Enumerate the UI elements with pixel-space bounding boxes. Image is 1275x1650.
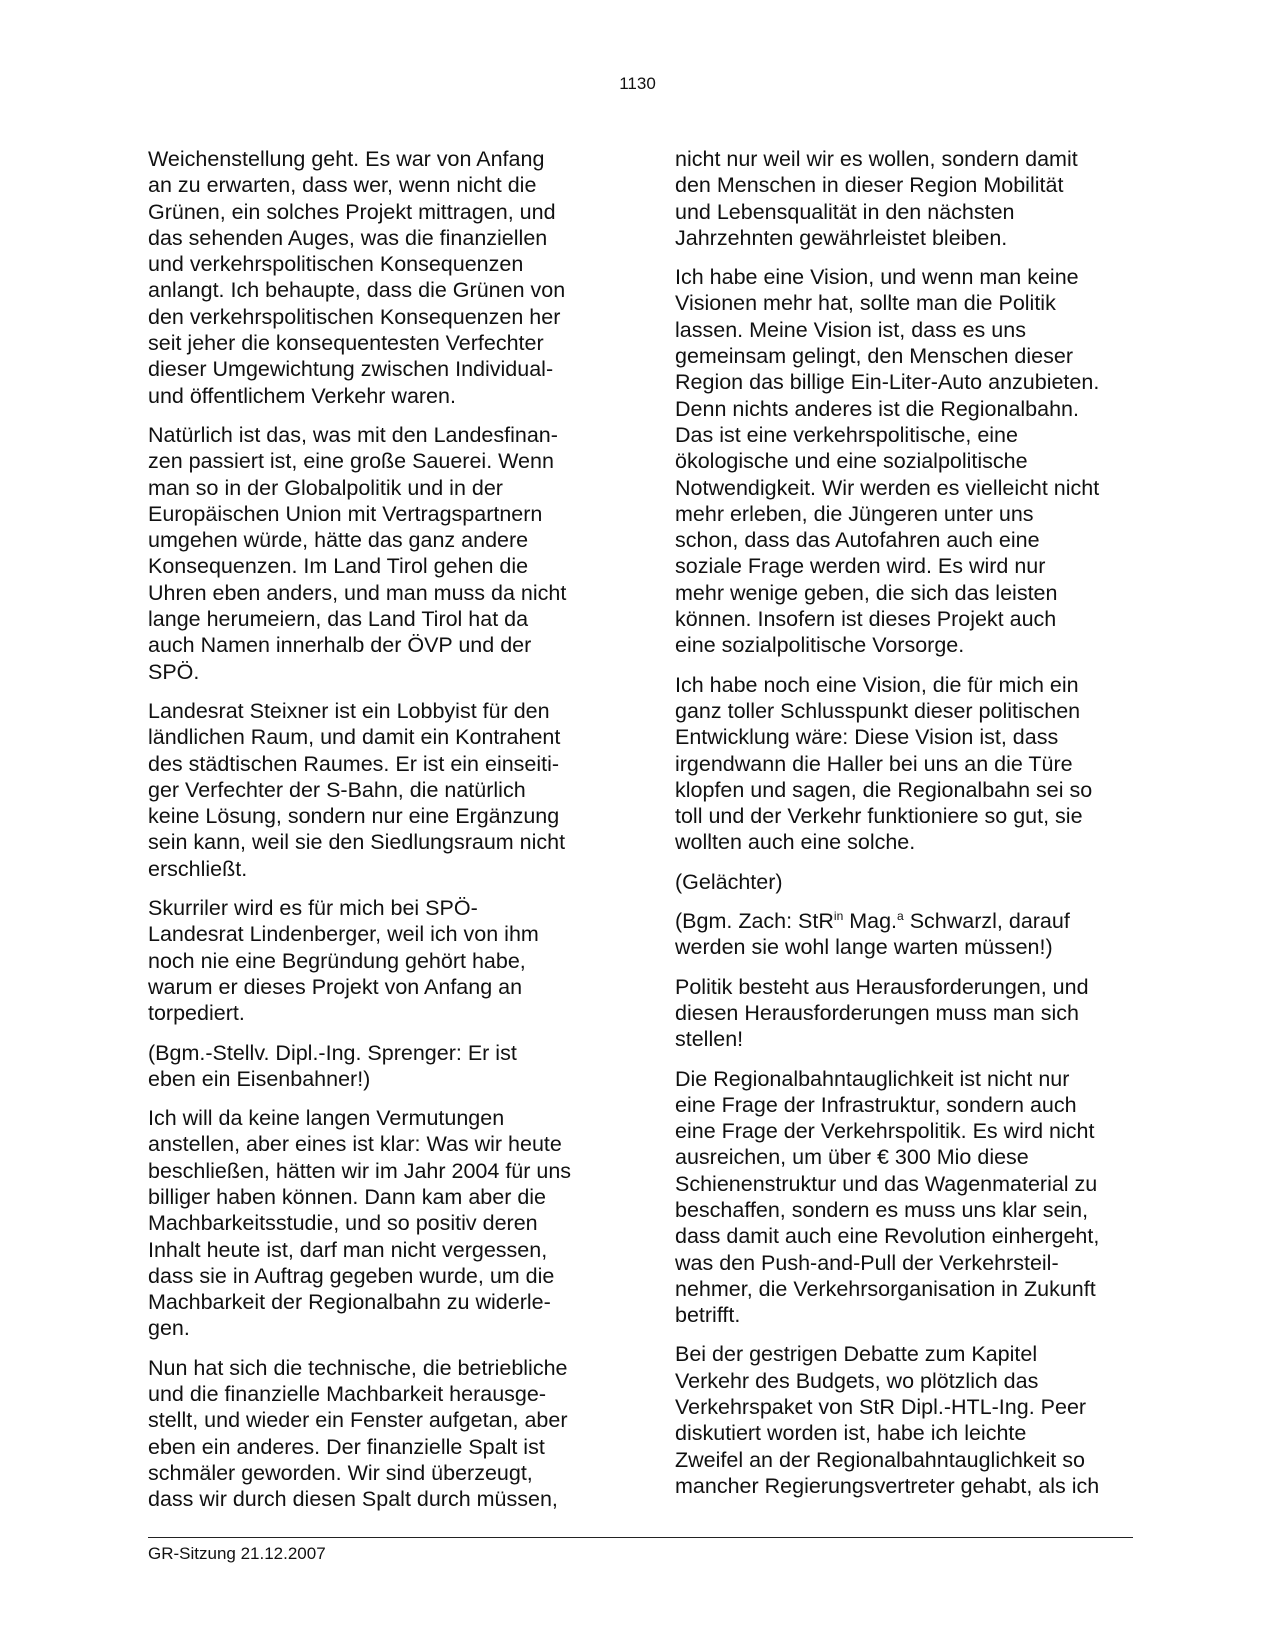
paragraph: Natürlich ist das, was mit den Landesfinan- zen passiert ist, eine große Sauerei. Wenn man so in der Globalpolitik und in der Europäischen Union mit Vertragspartnern umgehen würde, hätte das ganz andere Konsequenzen. Im Land Tirol gehen die Uhren eben anders, und man muss da nicht lange herumeiern, das Land Tirol hat da auch Namen innerhalb der ÖVP und der SPÖ. [148, 422, 567, 684]
interjection: (Gelächter) [675, 869, 783, 894]
interjection-text: Mag. [843, 909, 898, 934]
paragraph: Skurriler wird es für mich bei SPÖ- Landesrat Lindenberger, weil ich von ihm noch nie eine Begründung gehört habe, warum er dieses Projekt von Anfang an torpediert. [148, 896, 539, 1026]
superscript: a [897, 909, 904, 924]
paragraph: Weichenstellung geht. Es war von Anfang an zu erwarten, dass wer, wenn nicht die Grünen, ein solches Projekt mittragen, und das sehenden Auges, was die finanziellen und verkehrspolitischen Konsequenzen anlangt. Ich behaupte, dass die Grünen von den verkehrspolitischen Konsequenzen her seit jeher die konsequentesten Verfechter dieser Umgewichtung zwischen Individual- und öffentlichem Verkehr waren. [148, 147, 566, 408]
interjection-text: Schwarzl, darauf werden sie wohl lange warten müssen!) [675, 909, 1070, 960]
paragraph: Ich will da keine langen Vermutungen anstellen, aber eines ist klar: Was wir heute beschließen, hätten wir im Jahr 2004 für uns billiger haben können. Dann kam aber die Machbarkeitsstudie, und so positiv deren Inhalt heute ist, darf man nicht vergessen, dass sie in Auftrag gegeben wurde, um die Machbarkeit der Regionalbahn zu widerle- gen. [148, 1106, 572, 1341]
interjection: (Bgm.-Stellv. Dipl.-Ing. Sprenger: Er ist eben ein Eisenbahner!) [148, 1040, 517, 1091]
paragraph: Ich habe eine Vision, und wenn man keine Visionen mehr hat, sollte man die Politik lassen. Meine Vision ist, dass es uns gemeinsam gelingt, den Menschen dieser Region das billige Ein-Liter-Auto anzubieten. Denn nichts anderes ist die Regionalbahn. Das ist eine verkehrspolitische, eine ökologische und eine sozialpolitische Notwendigkeit. Wir werden es vielleicht nicht mehr erleben, die Jüngeren unter uns schon, dass das Autofahren auch eine soziale Frage werden wird. Es wird nur mehr wenige geben, die sich das leisten können. Insofern ist dieses Projekt auch eine sozialpolitische Vorsorge. [675, 265, 1100, 658]
interjection [675, 908, 1133, 961]
footer-divider [148, 1537, 1133, 1538]
right-column [675, 146, 1133, 1512]
paragraph: Die Regionalbahntauglichkeit ist nicht nur eine Frage der Infrastruktur, sondern auch eine Frage der Verkehrspolitik. Es wird nicht ausreichen, um über € 300 Mio diese Schienenstruktur und das Wagenmaterial zu beschaffen, sondern es muss uns klar sein, dass damit auch eine Revolution einhergeht, was den Push-and-Pull der Verkehrsteil- nehmer, die Verkehrsorganisation in Zukunft betrifft. [675, 1066, 1100, 1328]
paragraph: Politik besteht aus Herausforderungen, und diesen Herausforderungen muss man sich stellen! [675, 974, 1089, 1052]
footer-text: GR-Sitzung 21.12.2007 [148, 1544, 326, 1563]
interjection-text: (Bgm. Zach: StR [675, 909, 834, 934]
page-number: 1130 [619, 74, 656, 93]
paragraph: Ich habe noch eine Vision, die für mich ein ganz toller Schlusspunkt dieser politischen Entwicklung wäre: Diese Vision ist, dass irgendwann die Haller bei uns an die Türe klopfen und sagen, die Regionalbahn sei so toll und der Verkehr funktioniere so gut, sie wollten auch eine solche. [675, 672, 1093, 855]
paragraph: Landesrat Steixner ist ein Lobbyist für den ländlichen Raum, und damit ein Kontrahent des städtischen Raumes. Er ist ein einseiti- ger Verfechter der S-Bahn, die natürlich keine Lösung, sondern nur eine Ergänzung sein kann, weil sie den Siedlungsraum nicht erschließt. [148, 698, 566, 881]
left-column [148, 146, 606, 1526]
paragraph: nicht nur weil wir es wollen, sondern damit den Menschen in dieser Region Mobilität und Lebensqualität in den nächsten Jahrzehnten gewährleistet bleiben. [675, 147, 1078, 250]
paragraph: Nun hat sich die technische, die betriebliche und die finanzielle Machbarkeit herausge- stellt, und wieder ein Fenster aufgetan, aber eben ein anderes. Der finanzielle Spalt ist schmäler geworden. Wir sind überzeugt, dass wir durch diesen Spalt durch müssen, [148, 1355, 568, 1512]
superscript: in [833, 909, 844, 924]
paragraph: Bei der gestrigen Debatte zum Kapitel Verkehr des Budgets, wo plötzlich das Verkehrspaket von StR Dipl.-HTL-Ing. Peer diskutiert worden ist, habe ich leichte Zweifel an der Regionalbahntauglichkeit so mancher Regierungsvertreter gehabt, als ich [675, 1342, 1100, 1498]
